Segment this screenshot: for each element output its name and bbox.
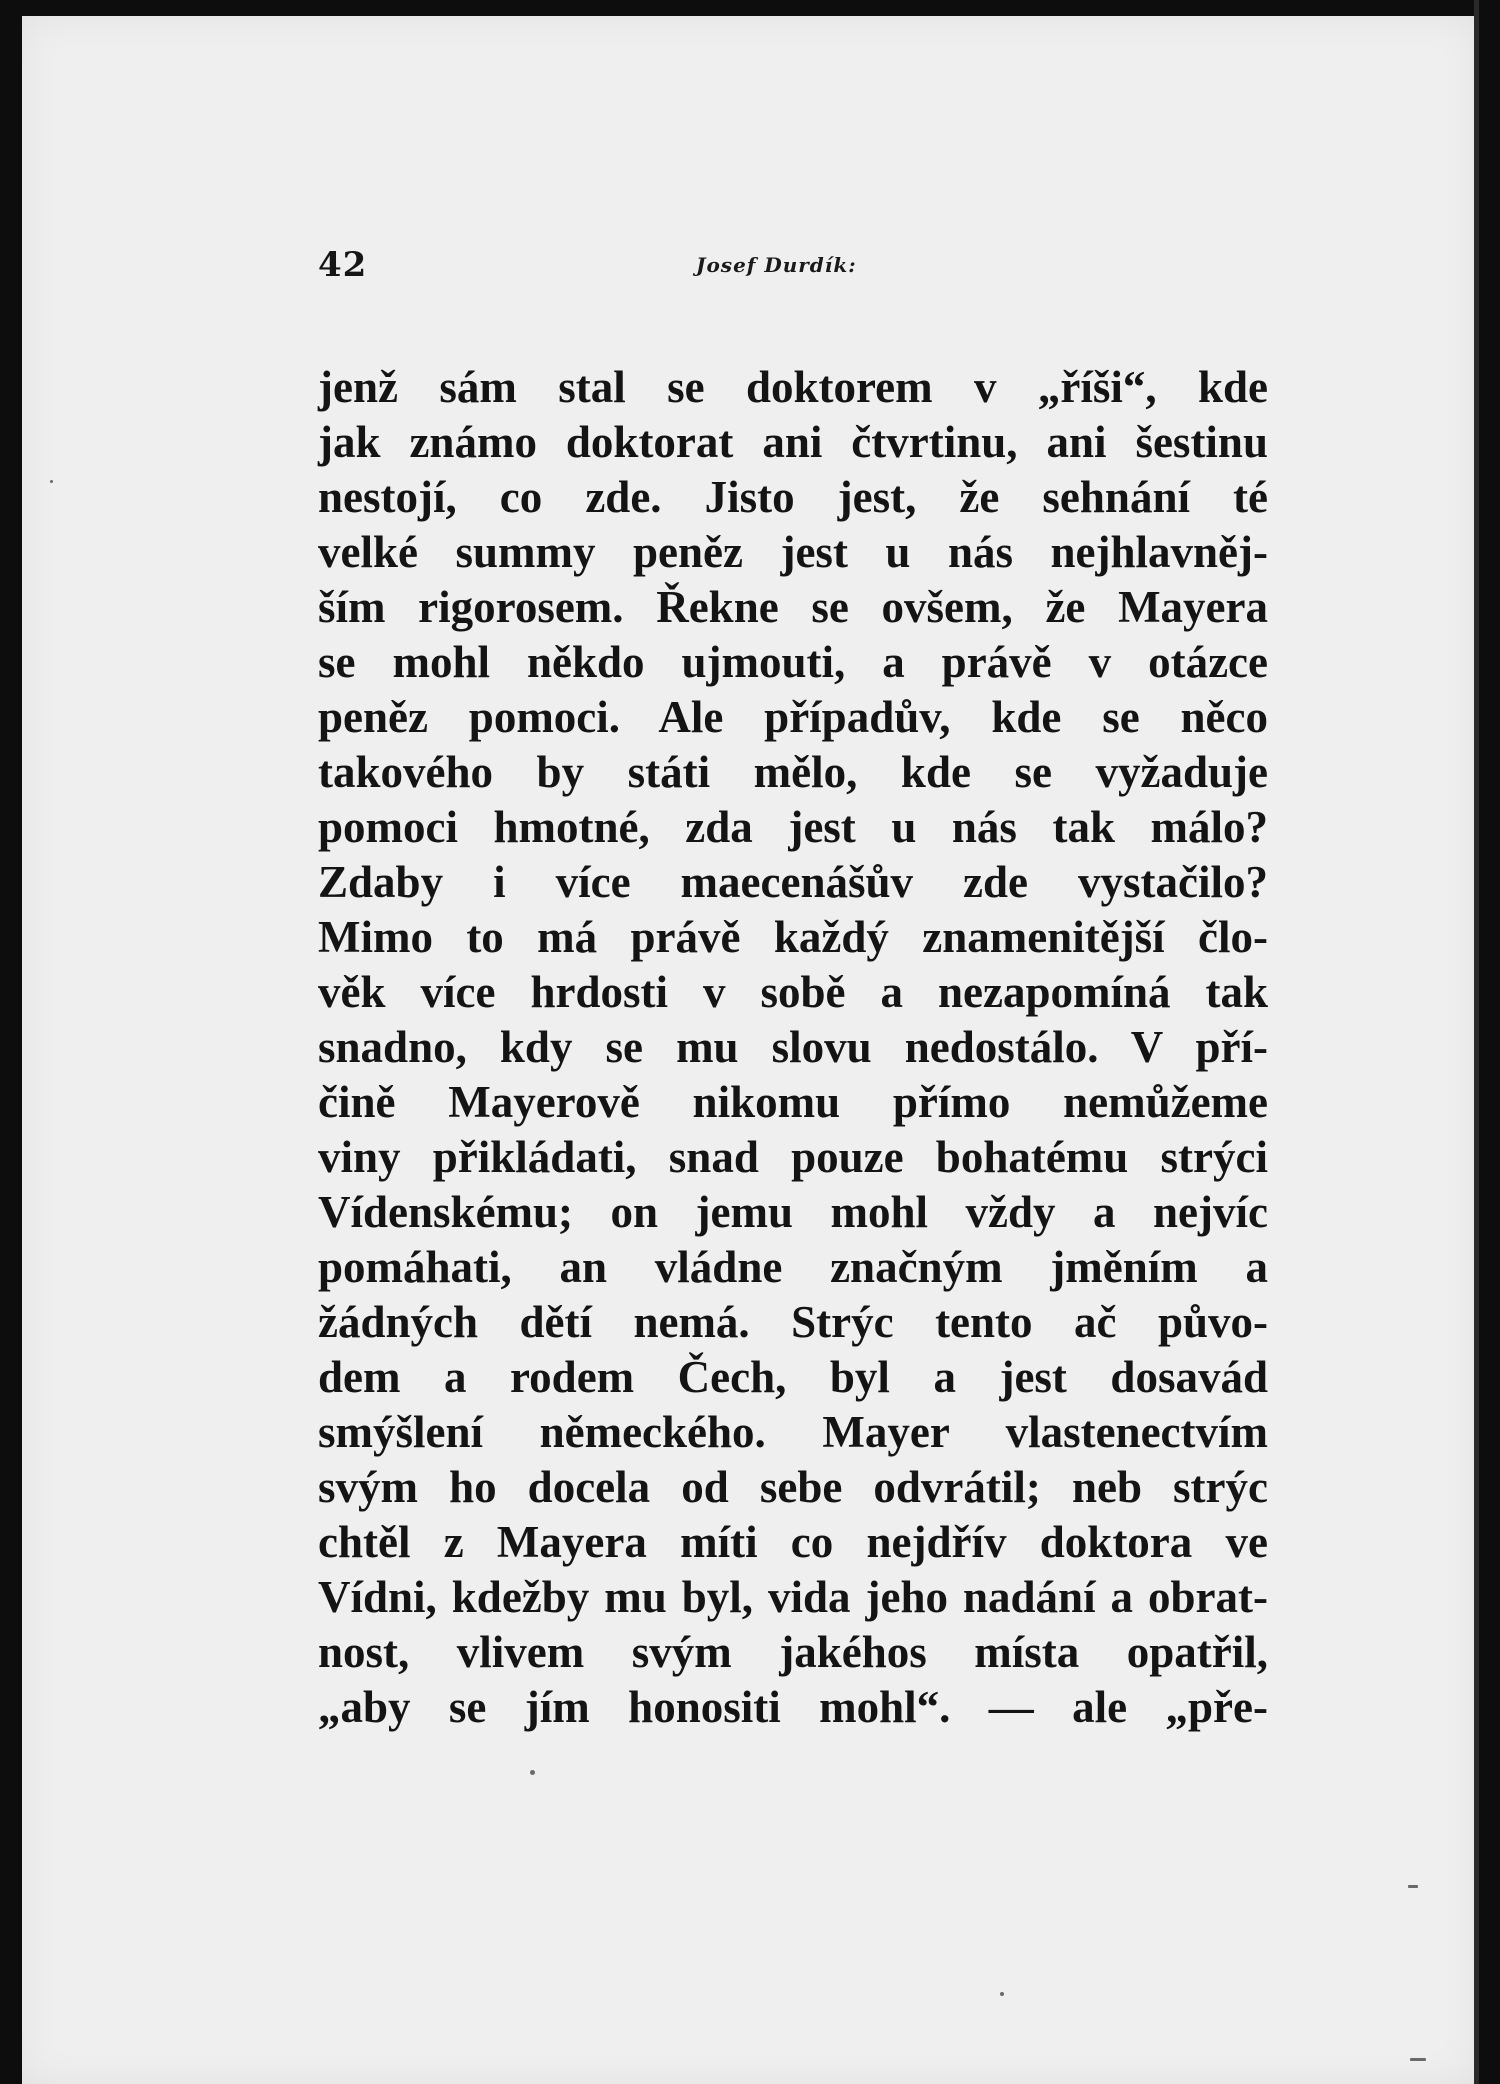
text-line: „aby se jím honositi mohl“. — ale „pře-: [318, 1682, 1268, 1732]
text-line: svým ho docela od sebe odvrátil; neb strýc: [318, 1462, 1268, 1512]
text-line: peněz pomoci. Ale případův, kde se něco: [318, 692, 1268, 742]
text-line: snadno, kdy se mu slovu nedostálo. V pří-: [318, 1022, 1268, 1072]
text-line: takového by státi mělo, kde se vyžaduje: [318, 747, 1268, 797]
paper-speck: [530, 1770, 535, 1775]
text-line: věk více hrdosti v sobě a nezapomíná tak: [318, 967, 1268, 1017]
paper-speck: [50, 480, 53, 483]
text-line: pomoci hmotné, zda jest u nás tak málo?: [318, 802, 1268, 852]
page-header: [318, 245, 1318, 295]
text-line: viny přikládati, snad pouze bohatému strýci: [318, 1132, 1268, 1182]
paper-speck: [1410, 2058, 1426, 2061]
text-line: Mimo to má právě každý znamenitější člo-: [318, 912, 1268, 962]
text-line: jenž sám stal se doktorem v „říši“, kde: [318, 362, 1268, 412]
page-edge-rule: [1474, 0, 1479, 2084]
text-line: chtěl z Mayera míti co nejdřív doktora ve: [318, 1517, 1268, 1567]
text-line: se mohl někdo ujmouti, a právě v otázce: [318, 637, 1268, 687]
text-line: nost, vlivem svým jakéhos místa opatřil,: [318, 1627, 1268, 1677]
text-line: Zdaby i více maecenášův zde vystačilo?: [318, 857, 1268, 907]
text-line: Vídenskému; on jemu mohl vždy a nejvíc: [318, 1187, 1268, 1237]
text-line: ším rigorosem. Řekne se ovšem, že Mayera: [318, 582, 1268, 632]
text-line: smýšlení německého. Mayer vlastenectvím: [318, 1407, 1268, 1457]
text-line: nestojí, co zde. Jisto jest, že sehnání té: [318, 472, 1268, 522]
body-text: [318, 360, 1268, 1735]
text-line: jak známo doktorat ani čtvrtinu, ani šestinu: [318, 417, 1268, 467]
text-line: velké summy peněz jest u nás nejhlavněj-: [318, 527, 1268, 577]
running-head: Josef Durdík:: [696, 253, 857, 277]
page-number: 42: [318, 245, 368, 285]
paper-speck: [1408, 1885, 1418, 1888]
text-line: pomáhati, an vládne značným jměním a: [318, 1242, 1268, 1292]
text-line: čině Mayerově nikomu přímo nemůžeme: [318, 1077, 1268, 1127]
paper-speck: [1000, 1992, 1004, 1996]
text-line: Vídni, kdežby mu byl, vida jeho nadání a obrat-: [318, 1572, 1268, 1622]
text-line: žádných dětí nemá. Strýc tento ač půvo-: [318, 1297, 1268, 1347]
text-line: dem a rodem Čech, byl a jest dosavád: [318, 1352, 1268, 1402]
